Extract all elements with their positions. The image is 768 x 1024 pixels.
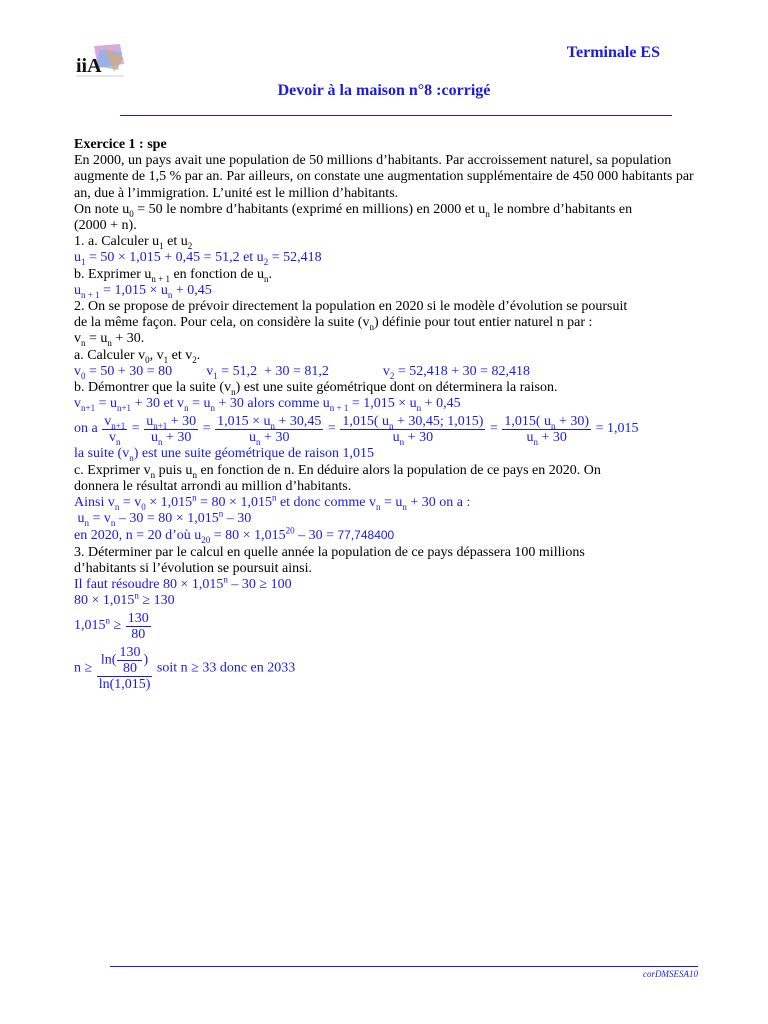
svg-text:iiA: iiA [76,55,102,77]
answer-1a: $u_1 = 50 \times 1,015 + 0,45 = 51,2$ et $u_2 = 52,418$ [74,250,322,268]
title-divider [120,115,672,116]
question-3-line-1: 3. Déterminer par le calcul en quelle année la population de ce pays dépassera 100 millions [74,544,585,560]
definition-vn: $v_n = u_n + 30$. [74,331,145,349]
footer-code: corDMSESA10 [643,969,698,979]
question-2c-line-1: c. Exprimer $v_n$ puis $u_n$ en fonction de n. En déduire alors la population de ce pays en 2020. On [74,462,601,480]
answer-2a: $v_0 = 50 + 30 = 80$ $v_1 = 51,2 + 30 = 81,2$ $v_2 = 52,418 + 30 = 82,418$ [74,363,531,381]
page-title: Devoir à la maison n°8 :corrigé [277,82,491,99]
answer-2c-line-3: en 2020, n = 20 d’où $u_{20} = 80 \times 1,015^{20} - 30 = 77,748400$ [74,525,395,546]
question-2-line-2: de la même façon. Pour cela, on considère la suite $(v_n)$ définie pour tout entier naturel n par : [74,315,593,333]
footer-divider [110,966,698,967]
question-1b: b. Exprimer $u_{n + 1}$ en fonction de $u_n$. [74,266,273,284]
question-2b: b. Démontrer que la suite $(v_n)$ est une suite géométrique dont on déterminera la raison. [74,380,558,397]
answer-3-line-2: $80 \times 1,015^n \ge 130$ [74,590,175,609]
answer-2c-line-2: $u_n = v_n - 30 = 80 \times 1,015^n - 30$ [74,508,252,529]
iia-logo [74,42,126,80]
notation-line-1: On note $u_0 = 50$ le nombre d’habitants (exprimé en millions) en 2000 et $u_n$ le nombre d’habitants en [74,201,633,219]
answer-3-line-1: Il faut résoudre $80 \times 1,015^n - 30 \ge 100$ [74,574,292,593]
question-3-line-2: d’habitants si l’évolution se poursuit ainsi. [74,560,312,576]
answer-2b-conclusion: la suite $(v_n)$ est une suite géométrique de raison 1,015 [74,446,374,464]
exercise-intro: En 2000, un pays avait une population de 50 millions d’habitants. Par accroissement naturel, sa population augmente de 1,5 % par an. Par ailleurs, on constate une augmentation supplémentaire de 450 000 habitants par an, due à l’immigration. L’unité est le million d’habitants. [74,153,694,201]
question-2-line-1: 2. On se propose de prévoir directement la population en 2020 si le modèle d’évolution se poursuit [74,299,628,315]
question-2a: a. Calculer $v_0$, $v_1$ et $v_2$. [74,347,201,365]
class-label: Terminale ES [566,44,660,61]
answer-2b-ratio: on a $\frac{v_{n+1}}{v_n}$ = $\frac{u_{n+1} + 30}{u_n + 30}$ = $\frac{1,015 \times u_n + 30,45}{u_n + 30}$ = $\frac{1,015( u_n + 30,45; 1,015)}{u_n + 30}$ = $\frac{1,015( u_n + 30)}{u_n + 30}$ = 1,015 [74,413,639,447]
document-body [74,137,698,692]
answer-2b-line-1: $v_{n+1} = u_{n+1} + 30$ et $v_n = u_n + 30$ alors comme $u_{n + 1} = 1,015 \times u_n + 0,45$ [74,396,461,414]
question-1a: 1. a. Calculer $u_1$ et $u_2$ [74,234,193,252]
answer-1b: $u_{n + 1} = 1,015 \times u_n + 0,45$ [74,282,212,300]
answer-2c-line-1: Ainsi $v_n = v_0 \times 1,015^n = 80 \times 1,015^n$ et donc comme $v_n = u_n + 30$ on a : [74,492,471,512]
question-2c-line-2: donnera le résultat arrondi au million d’habitants. [74,478,352,494]
exercise-heading: Exercice 1 : spe [74,137,167,152]
answer-3-line-3: $1,015^n$ ≥ $\frac{130}{80}$ [74,610,149,642]
notation-line-2: (2000 + n). [74,218,137,234]
answer-3-line-4: n ≥ ln( $\frac{130}{80}$ ) ln(1,015) soit n ≥ 33 donc en 2033 [74,645,296,693]
